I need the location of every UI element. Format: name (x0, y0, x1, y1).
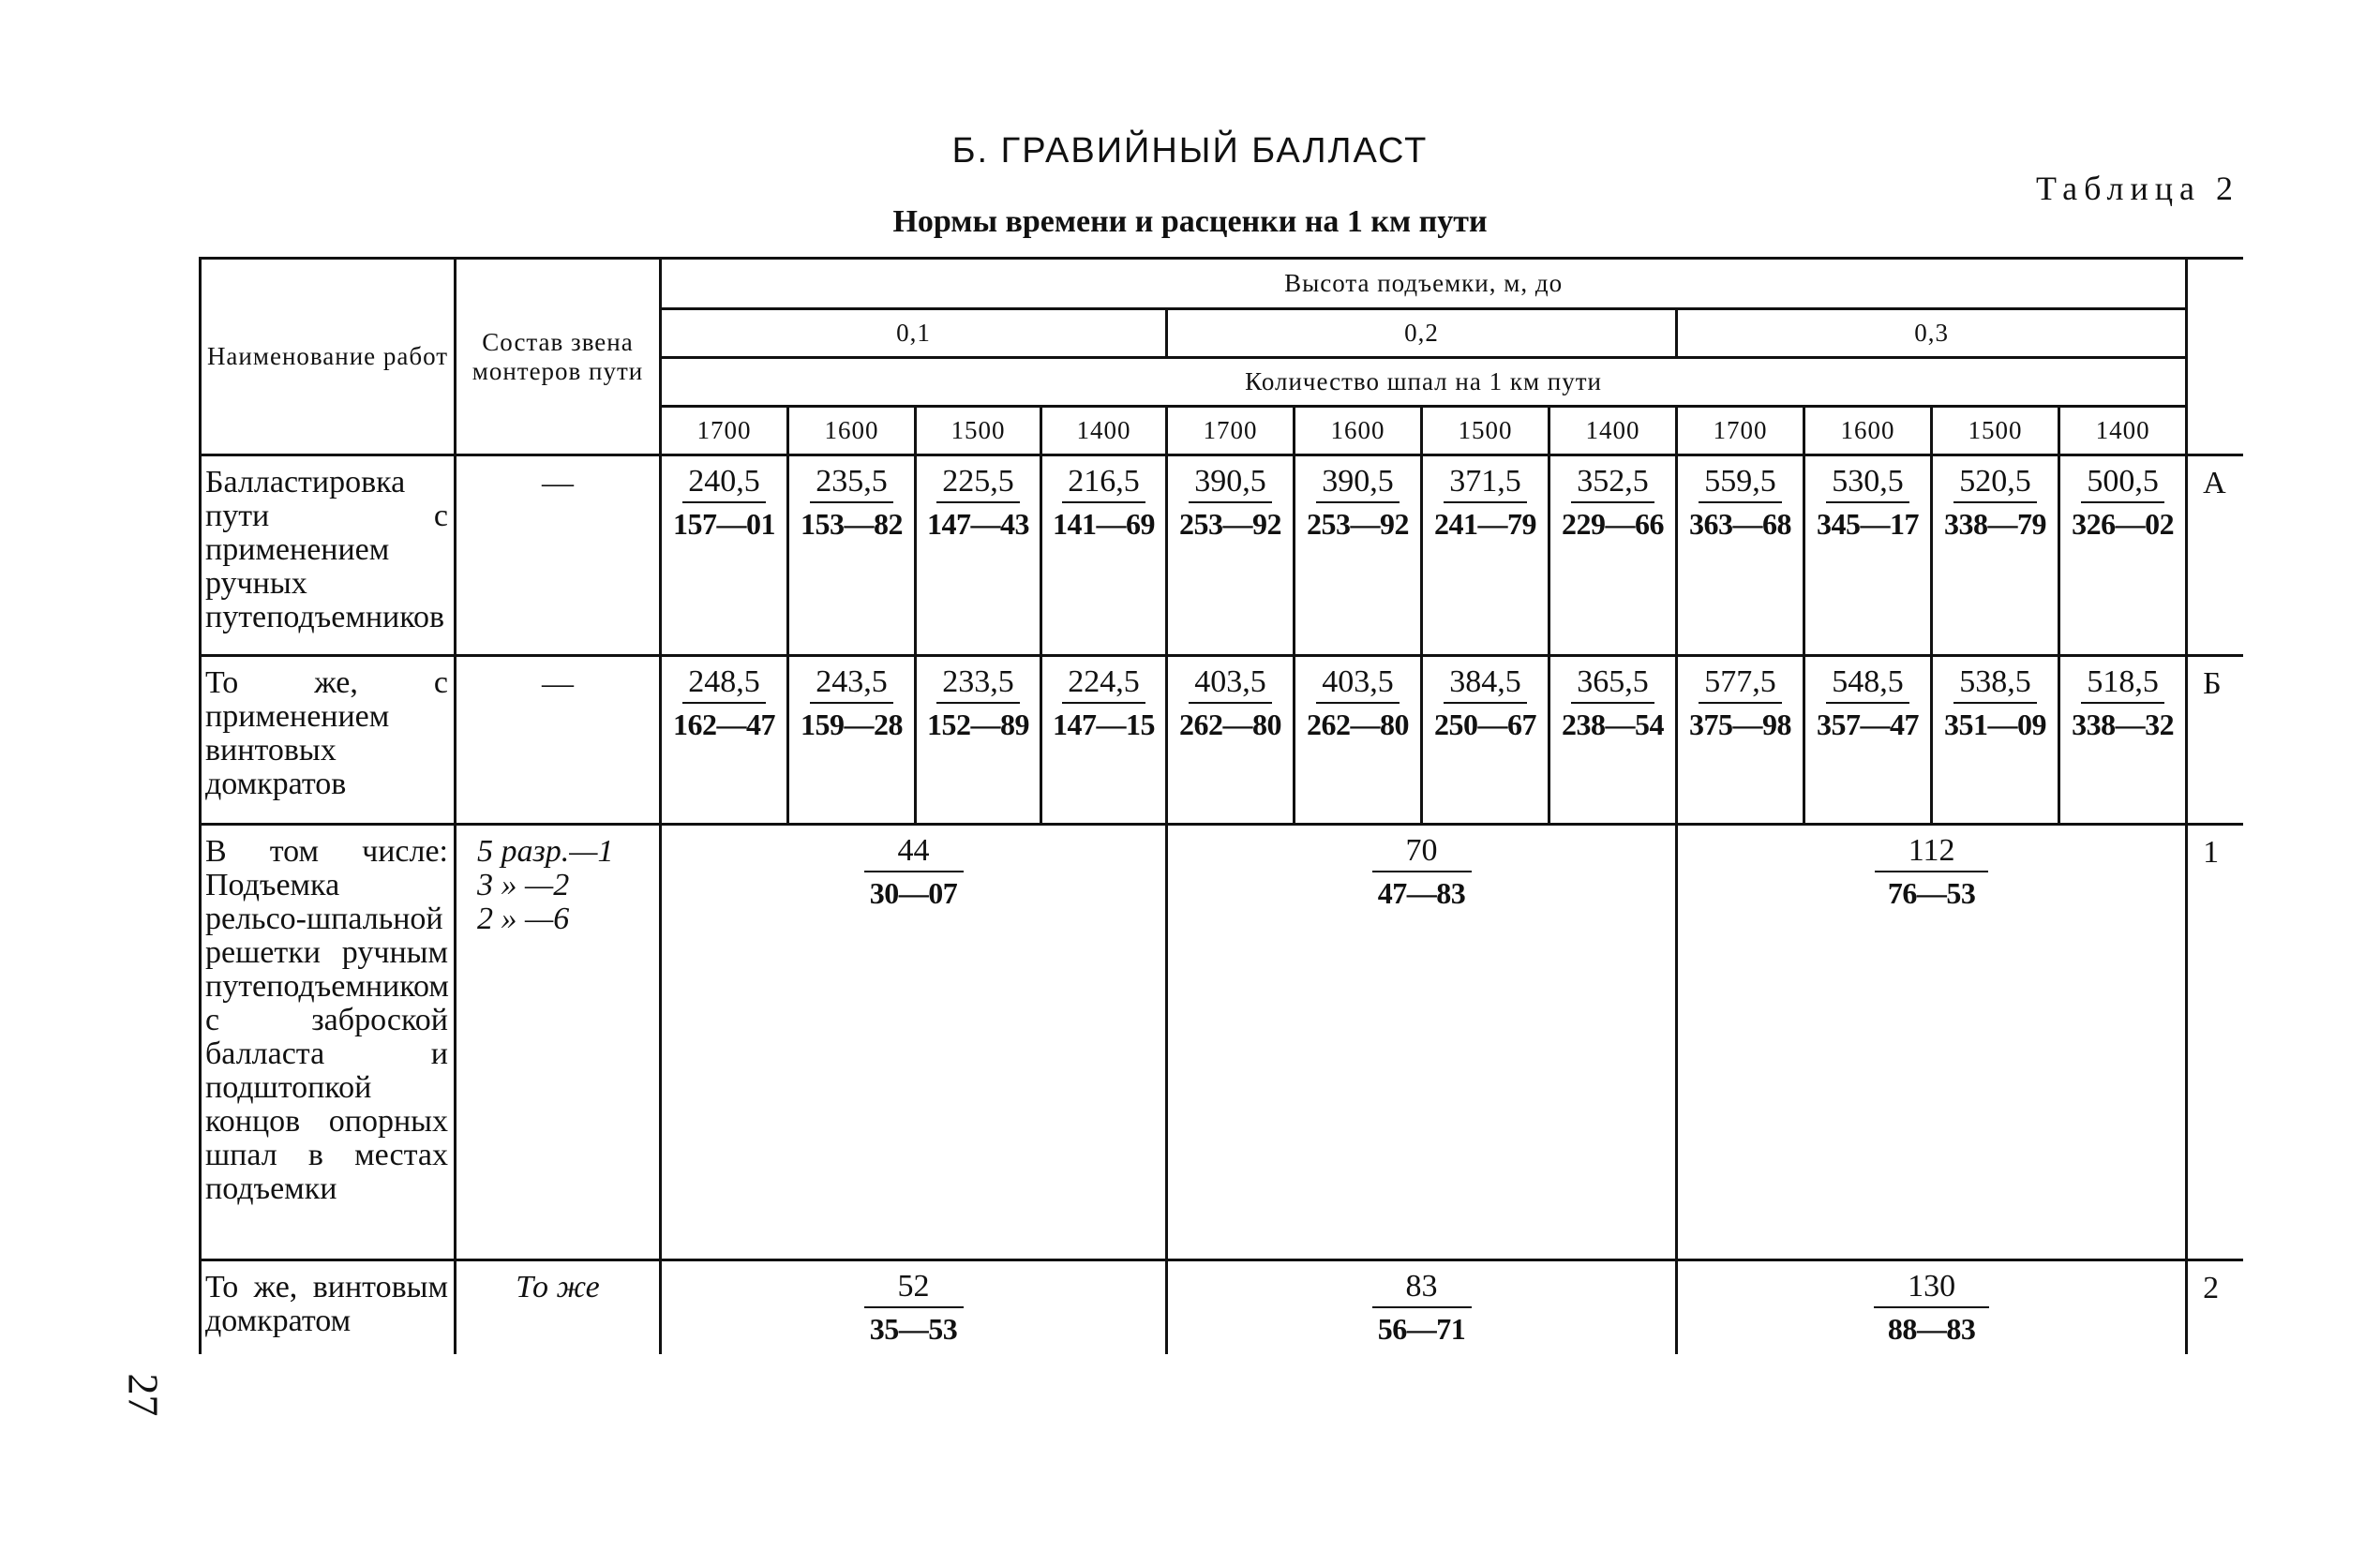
row-1-work-name: В том числе: Подъемка рельсо-шпальной решетки ручным путеподъемником с заброской балласта и подштопкой концов опорных шпал в местах подъемки (201, 825, 456, 1260)
norm-rate-cell (1549, 656, 1677, 825)
norm-rate-cell (1677, 825, 2187, 1260)
header-sleeper-count: 1600 (788, 407, 916, 455)
rate-value: 35—53 (869, 1312, 958, 1346)
rate-value: 157—01 (673, 507, 775, 541)
time-norm: 403,5 (1316, 664, 1400, 704)
header-work-name: Наименование работ (201, 259, 456, 455)
time-norm: 52 (864, 1269, 964, 1308)
row-1-crew-line: 3 » —2 (477, 868, 570, 902)
time-norm: 224,5 (1062, 664, 1145, 704)
time-norm: 538,5 (1953, 664, 2037, 704)
row-2-work-name: То же, винтовым домкратом (201, 1260, 456, 1354)
header-sleeper-count: 1400 (1549, 407, 1677, 455)
rate-value: 351—09 (1944, 708, 2046, 741)
norms-table (199, 257, 2243, 1354)
rate-value: 229—66 (1562, 507, 1664, 541)
row-1-crew (456, 825, 661, 1260)
header-height: Высота подъемки, м, до (661, 259, 2187, 309)
norm-rate-cell (661, 825, 1167, 1260)
norm-rate-cell (2059, 656, 2187, 825)
header-sleeper-count: 1700 (1677, 407, 1804, 455)
rate-value: 56—71 (1377, 1312, 1466, 1346)
rate-value: 88—83 (1887, 1312, 1976, 1346)
rate-value: 262—80 (1179, 708, 1281, 741)
norm-rate-cell (1677, 1260, 2187, 1354)
header-height-0-3: 0,3 (1677, 309, 2187, 358)
time-norm: 70 (1372, 833, 1472, 872)
header-sleeper-count: 1400 (1041, 407, 1167, 455)
row-a-crew: — (456, 455, 661, 656)
header-sleeper-count: 1400 (2059, 407, 2187, 455)
rate-value: 375—98 (1689, 708, 1791, 741)
time-norm: 130 (1874, 1269, 1989, 1308)
time-norm: 248,5 (682, 664, 766, 704)
time-norm: 240,5 (682, 464, 766, 503)
time-norm: 235,5 (810, 464, 893, 503)
norm-rate-cell (661, 1260, 1167, 1354)
rate-value: 241—79 (1434, 507, 1536, 541)
rate-value: 338—79 (1944, 507, 2046, 541)
header-sleeper-count: 1500 (1422, 407, 1549, 455)
rate-value: 357—47 (1817, 708, 1919, 741)
rate-value: 262—80 (1307, 708, 1409, 741)
norm-rate-cell (1677, 455, 1804, 656)
rate-value: 326—02 (2072, 507, 2175, 541)
norm-rate-cell (1167, 1260, 1677, 1354)
rate-value: 338—32 (2072, 708, 2175, 741)
norm-rate-cell (1041, 656, 1167, 825)
header-height-0-2: 0,2 (1167, 309, 1677, 358)
rate-value: 238—54 (1562, 708, 1664, 741)
norm-rate-cell (1677, 656, 1804, 825)
row-1-crew-line: 2 » —6 (477, 902, 570, 936)
time-norm: 403,5 (1189, 664, 1272, 704)
header-sleeper-count: 1700 (661, 407, 788, 455)
rate-value: 253—92 (1179, 507, 1281, 541)
time-norm: 352,5 (1571, 464, 1654, 503)
row-1-crew-line: 5 разр.—1 (477, 834, 614, 869)
time-norm: 548,5 (1826, 664, 1909, 704)
rate-value: 250—67 (1434, 708, 1536, 741)
rate-value: 253—92 (1307, 507, 1409, 541)
time-norm: 390,5 (1189, 464, 1272, 503)
header-sleeper-count: 1600 (1295, 407, 1422, 455)
norm-rate-cell (661, 455, 788, 656)
norm-rate-cell (1167, 455, 1295, 656)
header-sleepers: Количество шпал на 1 км пути (661, 358, 2187, 407)
norm-rate-cell (1804, 455, 1932, 656)
rate-value: 345—17 (1817, 507, 1919, 541)
norm-rate-cell (1422, 455, 1549, 656)
time-norm: 371,5 (1444, 464, 1527, 503)
time-norm: 233,5 (936, 664, 1020, 704)
rate-value: 363—68 (1689, 507, 1791, 541)
norm-rate-cell (788, 656, 916, 825)
norm-rate-cell (1167, 656, 1295, 825)
norm-rate-cell (1932, 455, 2059, 656)
norm-rate-cell (916, 455, 1041, 656)
norm-rate-cell (1041, 455, 1167, 656)
rate-value: 141—69 (1053, 507, 1155, 541)
row-key: А (2187, 455, 2243, 656)
time-norm: 225,5 (936, 464, 1020, 503)
time-norm: 518,5 (2081, 664, 2164, 704)
table-label: Таблица 2 (2036, 170, 2239, 207)
time-norm: 577,5 (1699, 664, 1782, 704)
rate-value: 30—07 (869, 876, 958, 910)
section-title: Б. ГРАВИЙНЫЙ БАЛЛАСТ (951, 131, 1429, 171)
time-norm: 216,5 (1062, 464, 1145, 503)
header-crew: Состав звена монтеров пути (456, 259, 661, 455)
header-sleeper-count: 1500 (916, 407, 1041, 455)
norm-rate-cell (1549, 455, 1677, 656)
time-norm: 365,5 (1571, 664, 1654, 704)
row-key: Б (2187, 656, 2243, 825)
rate-value: 159—28 (801, 708, 903, 741)
header-height-0-1: 0,1 (661, 309, 1167, 358)
rate-value: 162—47 (673, 708, 775, 741)
header-sleeper-count: 1600 (1804, 407, 1932, 455)
time-norm: 559,5 (1699, 464, 1782, 503)
time-norm: 83 (1372, 1269, 1472, 1308)
rate-value: 152—89 (927, 708, 1029, 741)
norm-rate-cell (1932, 656, 2059, 825)
table-caption: Нормы времени и расценки на 1 км пути (892, 204, 1488, 239)
time-norm: 520,5 (1953, 464, 2037, 503)
time-norm: 500,5 (2081, 464, 2164, 503)
header-key-blank (2187, 259, 2243, 455)
header-sleeper-count: 1500 (1932, 407, 2059, 455)
norm-rate-cell (916, 656, 1041, 825)
rate-value: 147—43 (927, 507, 1029, 541)
time-norm: 384,5 (1444, 664, 1527, 704)
row-b-work-name: То же, с применением винтовых домкратов (201, 656, 456, 825)
page-number: 27 (119, 1373, 168, 1417)
time-norm: 44 (864, 833, 964, 872)
norm-rate-cell (1422, 656, 1549, 825)
norm-rate-cell (661, 656, 788, 825)
rate-value: 147—15 (1053, 708, 1155, 741)
row-2-crew: То же (456, 1260, 661, 1354)
time-norm: 243,5 (810, 664, 893, 704)
rate-value: 153—82 (801, 507, 903, 541)
time-norm: 390,5 (1316, 464, 1400, 503)
row-b-crew: — (456, 656, 661, 825)
row-a-work-name: Балластировка пути с применением ручных путеподъемников (201, 455, 456, 656)
norm-rate-cell (1804, 656, 1932, 825)
norm-rate-cell (1295, 455, 1422, 656)
time-norm: 530,5 (1826, 464, 1909, 503)
rate-value: 47—83 (1377, 876, 1466, 910)
norm-rate-cell (788, 455, 916, 656)
rate-value: 76—53 (1887, 876, 1976, 910)
time-norm: 112 (1875, 833, 1989, 872)
header-sleeper-count: 1700 (1167, 407, 1295, 455)
norm-rate-cell (1167, 825, 1677, 1260)
row-key: 2 (2187, 1260, 2243, 1354)
norm-rate-cell (2059, 455, 2187, 656)
row-key: 1 (2187, 825, 2243, 1260)
norm-rate-cell (1295, 656, 1422, 825)
